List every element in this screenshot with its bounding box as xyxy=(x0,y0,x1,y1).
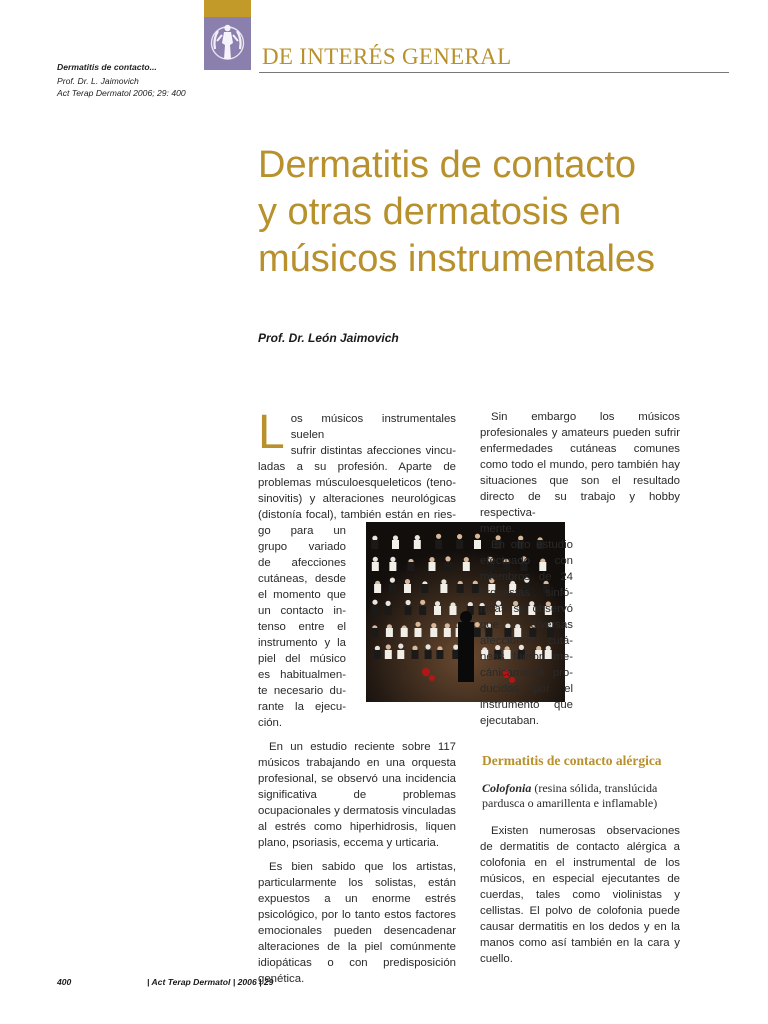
text-line: de afecciones xyxy=(258,557,346,569)
header-rule xyxy=(259,72,729,73)
term-definition xyxy=(482,781,680,811)
subheading: Dermatitis de contacto alérgica xyxy=(482,753,662,768)
text-line: ducidas por el xyxy=(480,683,573,695)
footer-journal: | Act Terap Dermatol | 2006 | 29 xyxy=(147,977,274,987)
text-line: el momento que xyxy=(258,589,346,601)
text-line: mente. xyxy=(480,523,515,535)
text-line: un contacto in- xyxy=(258,605,346,617)
text-line: instrumento y la xyxy=(258,637,346,649)
article-title xyxy=(258,142,728,283)
text-line: piel del músico xyxy=(258,653,346,665)
text-line: grupo variado xyxy=(258,541,346,553)
text-line: os músicos instrumentales suelen xyxy=(290,413,456,441)
text-line: go para un xyxy=(258,525,346,537)
text-line: instrumento que xyxy=(480,699,573,711)
text-line: rante la ejecu- xyxy=(258,701,346,713)
article-author: Prof. Dr. León Jaimovich xyxy=(258,331,399,345)
title-line: Dermatitis de contacto xyxy=(258,144,637,186)
text-line: miembros de 24 xyxy=(480,571,573,583)
paragraph: Existen numerosas observaciones de dermatitis de contacto alérgica a colofonia en el instrumental de los músicos, en especial ejecutantes de cuerdas, tales como violinistas y cellistas. El polvo de colofonia puede causar dermatitis en los dedos y en la manos como así también en la cara y cuello. xyxy=(480,825,680,965)
text-line: orquestas sinfó- xyxy=(480,587,573,599)
text-line: afecciones cutá- xyxy=(480,635,573,647)
running-title: Dermatitis de contacto... xyxy=(57,62,157,72)
text-line: ejecutaban. xyxy=(480,715,539,727)
text-line: En otro estudio xyxy=(491,539,573,551)
text-line: te necesario du- xyxy=(258,685,346,697)
text-line: sufrir distintas afecciones vincu- xyxy=(290,445,456,457)
woman-figure-icon xyxy=(207,19,248,67)
journal-logo xyxy=(204,0,251,70)
text-line: neas fueron me- xyxy=(480,651,573,663)
text-column-right xyxy=(480,409,680,967)
paragraph: En un estudio reciente sobre 117 músicos trabajando en una orquesta profesional, se observó una incidencia significativa de problemas ocupacionales y dermatosis vinculadas al estrés como hiperhidrosis, liquen plano, psoriasis, eccema y urticaria. xyxy=(258,741,456,849)
text-line: que diversas xyxy=(480,619,573,631)
text-line: sinovitis) y alteraciones neurológicas xyxy=(258,493,456,505)
text-line: es habitualmen- xyxy=(258,669,346,681)
title-line: y otras dermatosis en xyxy=(258,191,622,233)
paragraph: Es bien sabido que los artistas, particularmente los solistas, están expuestos a un enorme estrés psicológico, por lo tanto estos factores emocionales pueden desencadenar alteraciones de la piel comúnmente idiopáticas o con predisposición genética. xyxy=(258,861,456,985)
text-line: tenso entre el xyxy=(258,621,346,633)
term-description: (resina sólida, translúcida pardusca o amarillenta e inflamable) xyxy=(482,781,658,810)
text-line: ción. xyxy=(258,717,283,729)
citation: Act Terap Dermatol 2006; 29: 400 xyxy=(57,88,186,98)
text-line: problemas músculoesqueleticos (teno- xyxy=(258,477,456,489)
paragraph: Sin embargo los músicos profesionales y amateurs pueden sufrir enfermedades cutáneas comunes como todo el mundo, pero también hay situaciones que son el resultado directo de su trabajo y hobby respectiva- xyxy=(480,411,680,519)
text-line: nicas se observó xyxy=(480,603,573,615)
drop-cap: L xyxy=(258,406,285,459)
section-title: DE INTERÉS GENERAL xyxy=(262,44,512,69)
page-number: 400 xyxy=(57,977,72,987)
text-line: ladas a su profesión. Aparte de xyxy=(258,461,456,473)
title-line: músicos instrumentales xyxy=(258,238,656,280)
text-line: efectuado con xyxy=(480,555,573,567)
running-author: Prof. Dr. L. Jaimovich xyxy=(57,76,139,86)
text-line: cánicamente pro- xyxy=(480,667,573,679)
text-line: (distonía focal), también están en ries- xyxy=(258,509,456,521)
text-line: cutáneas, desde xyxy=(258,573,346,585)
term-name: Colofonia xyxy=(482,781,532,795)
